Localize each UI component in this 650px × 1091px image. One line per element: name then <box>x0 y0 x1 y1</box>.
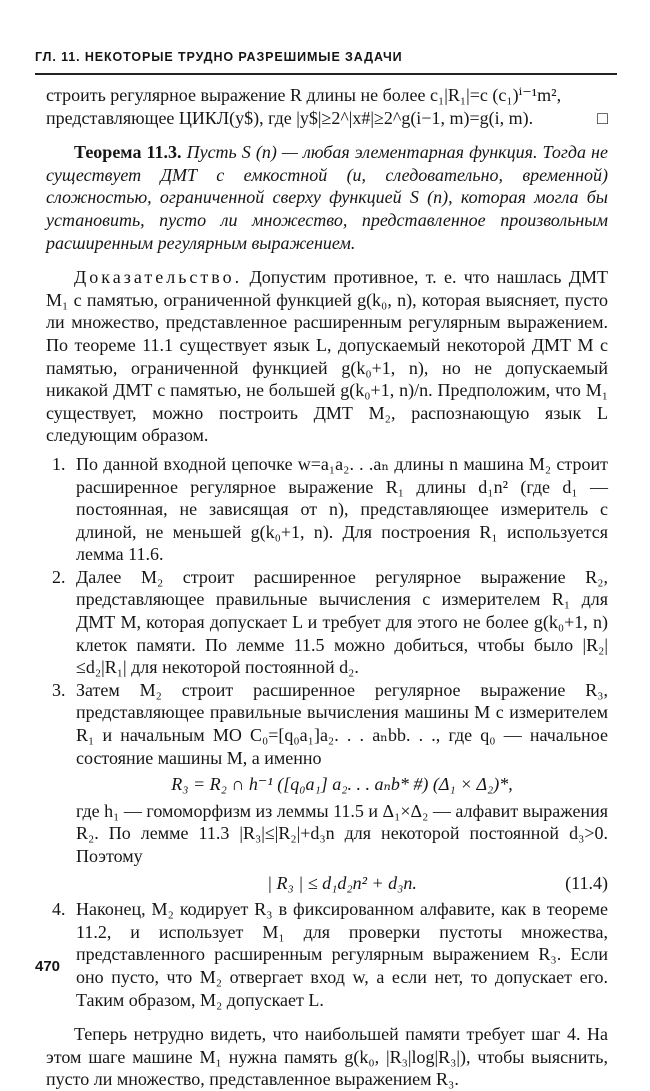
page-number: 470 <box>35 958 61 975</box>
step-text: Далее M₂ строит расширенное регулярное выражение R₂, представляющее правильные вычисления с измерителем R₁ для ДМТ M, которая допускает L и требует для этого не более g(k₀+1, n) клеток памяти. По лемме 11.5 можно добиться, чтобы было |R₂|≤d₂|R₁| для некоторой постоянной d₂. <box>76 566 608 678</box>
theorem-statement: Пусть S (n) — любая элементарная функция. Тогда не существует ДМТ с емкостной (и, следовательно, временной) сложностью, ограниченной сверху функцией S (n), которая могла бы установить, пусто ли множество, представленное произвольным расширенным регулярным выражением. <box>46 142 608 253</box>
running-header: ГЛ. 11. НЕКОТОРЫЕ ТРУДНО РАЗРЕШИМЫЕ ЗАДАЧИ <box>35 50 403 64</box>
list-item <box>46 453 608 566</box>
continuation-line-1: строить регулярное выражение R длины не более c₁|R₁|=c (c₁)ⁱ⁻¹m², <box>46 85 562 105</box>
step-number: 2. <box>52 566 66 587</box>
formula-r3: R₃ = R₂ ∩ h⁻¹ ([q₀a₁] a₂. . . aₙb* #) (Δ₁ × Δ₂)*, <box>171 774 513 795</box>
step-text: По данной входной цепочке w=a₁a₂. . .aₙ длины n машина M₂ строит расширенное регулярное выражение R₁ длины d₁n² (где d₁ — постоянная, не зависящая от n), представляющее измеритель с длиной, не меньшей g(k₀+1, n). Для построения R₁ используется лемма 11.6. <box>76 453 608 565</box>
theorem-paragraph <box>46 141 608 254</box>
list-item <box>46 566 608 679</box>
step-number: 3. <box>52 679 66 700</box>
page-body <box>46 84 608 1091</box>
list-item <box>46 679 608 894</box>
theorem-title: Теорема 11.3. <box>74 142 182 163</box>
list-item <box>46 898 608 1011</box>
equation-body: | R₃ | ≤ d₁d₂n² + d₃n. <box>267 872 417 893</box>
proof-paragraph <box>46 266 608 447</box>
continuation-line-2 <box>46 107 608 130</box>
equation-number: (11.4) <box>565 872 608 893</box>
step-text-continued: где h₁ — гомоморфизм из леммы 11.5 и Δ₁×Δ₂ — алфавит выражения R₂. По лемме 11.3 |R₃|≤|R₂|+d₃n для некоторой постоянной d₃>0. Поэтому <box>76 800 608 866</box>
proof-text: Допустим противное, т. е. что нашлась ДМТ M₁ с памятью, ограниченной функцией g(k₀, n), которая выясняет, пусто ли множество, представленное расширенным регулярным выражением. По теореме 11.1 существует язык L, допускаемый некоторой ДМТ M с памятью, ограниченной функцией g(k₀+1, n), но не допускаемый никакой ДМТ с памятью, не большей g(k₀+1, n)/n. Предположим, что M₁ существует, можно построить ДМТ M₂, распознающую язык L следующим образом. <box>46 267 609 446</box>
header-rule <box>35 73 617 75</box>
continuation-line-2-text: представляющее ЦИКЛ(y$), где |y$|≥2^|x#|≥2^g(i−1, m)=g(i, m). <box>46 107 534 128</box>
proof-label: Доказательство. <box>74 267 243 288</box>
step-text: Затем M₂ строит расширенное регулярное выражение R₃, представляющее правильные вычисления машины M с измерителем R₁ и начальным МО C₀=[q₀a₁]a₂. . . aₙbb. . ., где q₀ — начальное состояние машины M, а именно <box>76 679 608 768</box>
equation-11-4 <box>76 872 608 895</box>
conclusion-paragraph: Теперь нетрудно видеть, что наибольшей памяти требует шаг 4. На этом шаге машине M₁ нужна память g(k₀, |R₃|log|R₃|), чтобы выяснить, пусто ли множество, представленное выражением R₃. <box>46 1024 608 1090</box>
step-number: 1. <box>52 453 66 474</box>
end-of-proof-mark: □ <box>597 107 608 128</box>
proof-steps <box>46 453 608 1011</box>
step-number: 4. <box>52 899 66 920</box>
step-text: Наконец, M₂ кодирует R₃ в фиксированном алфавите, как в теореме 11.2, и использует M₁ для проверки пустоты множества, представленного расширенным регулярным выражением R₃. Если оно пусто, что M₂ отвергает вход w, а если нет, то допускает его. Таким образом, M₂ допускает L. <box>76 899 608 1010</box>
